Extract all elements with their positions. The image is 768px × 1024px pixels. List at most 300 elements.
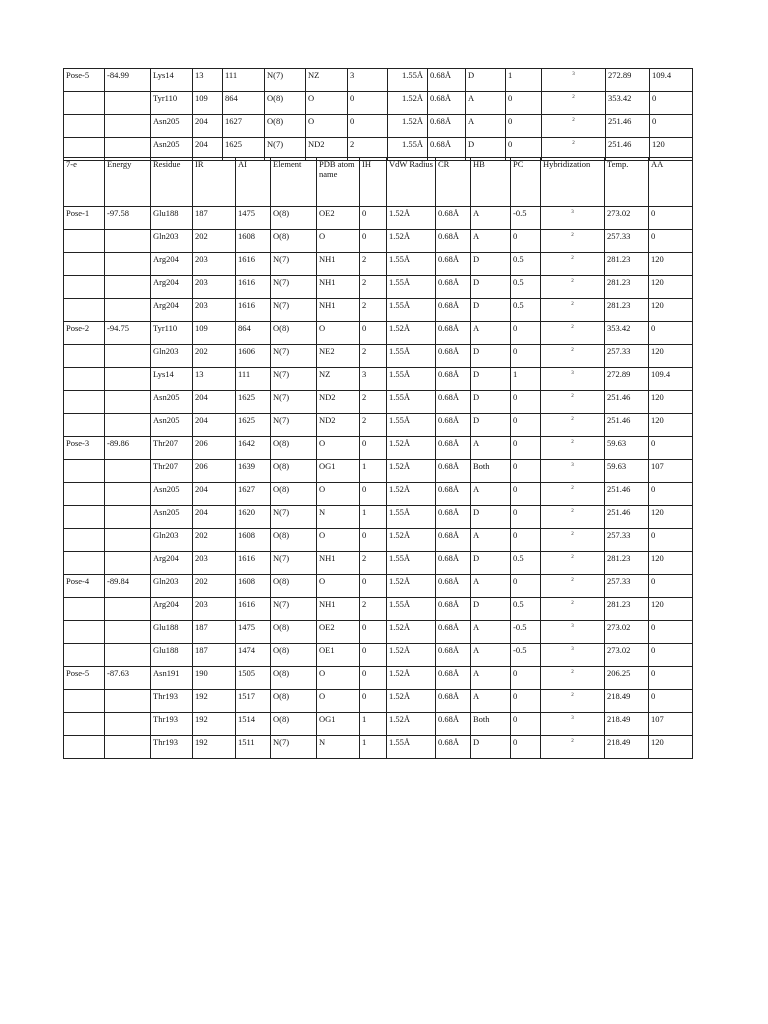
table-cell: 0: [511, 483, 541, 506]
table-cell: Asn205: [151, 414, 193, 437]
table-cell: 1.52Å: [387, 207, 436, 230]
table-cell: O(8): [271, 460, 317, 483]
table-cell: 3: [542, 69, 606, 92]
table-cell: N(7): [271, 506, 317, 529]
table-cell: 1.55Å: [388, 138, 428, 161]
table-cell: 272.89: [605, 368, 649, 391]
table-cell: 2: [541, 276, 605, 299]
table-cell: 0.68Å: [436, 529, 471, 552]
table-cell: 1475: [236, 621, 271, 644]
table-cell: [105, 391, 151, 414]
table-cell: 257.33: [605, 529, 649, 552]
table-cell: 2: [541, 345, 605, 368]
table-cell: NH1: [317, 253, 360, 276]
table-cell: 0.68Å: [436, 345, 471, 368]
table-cell: 0.68Å: [428, 69, 466, 92]
table-cell: [64, 391, 105, 414]
table-cell: [64, 690, 105, 713]
table-cell: [64, 92, 105, 115]
table-cell: PDB atom name: [317, 158, 360, 207]
table-cell: ND2: [306, 138, 348, 161]
table-cell: 1606: [236, 345, 271, 368]
table-cell: Thr193: [151, 736, 193, 759]
table-cell: 0.68Å: [436, 322, 471, 345]
table-cell: 1.55Å: [387, 276, 436, 299]
table-cell: 0: [649, 529, 693, 552]
table-cell: D: [471, 552, 511, 575]
table-cell: Pose-2: [64, 322, 105, 345]
table-cell: 120: [649, 506, 693, 529]
table-cell: 109.4: [649, 368, 693, 391]
table-cell: 2: [541, 483, 605, 506]
table-cell: 109: [193, 92, 223, 115]
table-cell: 1608: [236, 230, 271, 253]
table-cell: 2: [541, 299, 605, 322]
table-cell: 204: [193, 506, 236, 529]
table-cell: [105, 483, 151, 506]
table-cell: A: [471, 690, 511, 713]
table-cell: 281.23: [605, 552, 649, 575]
table-cell: 0.68Å: [436, 621, 471, 644]
table-cell: 203: [193, 598, 236, 621]
table-cell: 192: [193, 690, 236, 713]
table-cell: 281.23: [605, 598, 649, 621]
table-cell: 1.52Å: [387, 713, 436, 736]
table-cell: 1616: [236, 253, 271, 276]
table-cell: OG1: [317, 713, 360, 736]
table-cell: NZ: [306, 69, 348, 92]
table-cell: 203: [193, 299, 236, 322]
table-cell: [105, 644, 151, 667]
table-row: [64, 414, 693, 437]
table-cell: D: [471, 391, 511, 414]
table-cell: Asn205: [151, 483, 193, 506]
table-cell: A: [471, 621, 511, 644]
table-cell: 2: [541, 506, 605, 529]
table-cell: 1616: [236, 598, 271, 621]
table-cell: 1.52Å: [387, 230, 436, 253]
table-cell: 2: [360, 276, 387, 299]
table-cell: 0: [360, 437, 387, 460]
table-cell: 109.4: [650, 69, 693, 92]
table-cell: Tyr110: [151, 322, 193, 345]
table-cell: [64, 621, 105, 644]
table-cell: 2: [542, 138, 606, 161]
table-cell: 1.55Å: [387, 345, 436, 368]
table-cell: N(7): [271, 391, 317, 414]
table-cell: A: [466, 115, 506, 138]
table-cell: 0: [649, 207, 693, 230]
table-cell: D: [471, 253, 511, 276]
table-cell: 0: [360, 322, 387, 345]
table-cell: A: [471, 437, 511, 460]
table-cell: 1.55Å: [387, 736, 436, 759]
table-cell: 2: [541, 437, 605, 460]
table-cell: 1642: [236, 437, 271, 460]
table-cell: 0: [360, 690, 387, 713]
table-cell: N(7): [271, 598, 317, 621]
table-cell: 2: [541, 322, 605, 345]
table-cell: Glu188: [151, 621, 193, 644]
table-row: [64, 345, 693, 368]
table-cell: 7-e: [64, 158, 105, 207]
table-cell: 111: [236, 368, 271, 391]
table-row: [64, 92, 693, 115]
table-cell: 0: [506, 115, 542, 138]
table-cell: 0: [511, 460, 541, 483]
table-cell: 0: [649, 230, 693, 253]
table-cell: 2: [348, 138, 388, 161]
table-cell: 251.46: [605, 483, 649, 506]
table-cell: 187: [193, 207, 236, 230]
table-row: [64, 667, 693, 690]
table-cell: Asn205: [151, 391, 193, 414]
table-cell: [64, 230, 105, 253]
table-cell: 0: [360, 644, 387, 667]
table-cell: D: [466, 69, 506, 92]
table-cell: Gln203: [151, 345, 193, 368]
table-cell: 3: [541, 368, 605, 391]
table-cell: [64, 552, 105, 575]
table-cell: D: [471, 276, 511, 299]
table-cell: O: [317, 690, 360, 713]
table-cell: Pose-5: [64, 667, 105, 690]
table-cell: [64, 713, 105, 736]
table-cell: [105, 690, 151, 713]
table-cell: 13: [193, 69, 223, 92]
table-cell: Lys14: [151, 69, 193, 92]
table-cell: HB: [471, 158, 511, 207]
table-cell: [105, 115, 151, 138]
table-cell: [105, 736, 151, 759]
table-cell: 3: [541, 207, 605, 230]
table-cell: Asn191: [151, 667, 193, 690]
table-cell: A: [471, 230, 511, 253]
table-row: [64, 230, 693, 253]
table-cell: 2: [542, 92, 606, 115]
table-cell: PC: [511, 158, 541, 207]
table-cell: 0.68Å: [436, 368, 471, 391]
table-cell: [64, 276, 105, 299]
table-cell: 0.68Å: [436, 598, 471, 621]
table-row: [64, 460, 693, 483]
table-row: [64, 529, 693, 552]
table-row: [64, 299, 693, 322]
table-cell: Element: [271, 158, 317, 207]
table-cell: 353.42: [606, 92, 650, 115]
table-cell: Thr207: [151, 437, 193, 460]
table-cell: 281.23: [605, 276, 649, 299]
table-cell: 0.5: [511, 253, 541, 276]
table-cell: 120: [649, 736, 693, 759]
table-cell: D: [471, 345, 511, 368]
table-cell: Hybridization: [541, 158, 605, 207]
table-cell: 206: [193, 437, 236, 460]
table-cell: 0.68Å: [436, 552, 471, 575]
table-cell: 1.55Å: [388, 69, 428, 92]
table-cell: Gln203: [151, 230, 193, 253]
table-cell: [105, 460, 151, 483]
table-cell: 13: [193, 368, 236, 391]
table-cell: [105, 713, 151, 736]
table-cell: [105, 368, 151, 391]
table-cell: Pose-1: [64, 207, 105, 230]
table-cell: D: [471, 736, 511, 759]
table-cell: A: [471, 644, 511, 667]
table-cell: A: [471, 207, 511, 230]
table-cell: 1616: [236, 299, 271, 322]
table-cell: [64, 460, 105, 483]
table-cell: 0: [511, 506, 541, 529]
table-cell: 204: [193, 138, 223, 161]
table-cell: Pose-3: [64, 437, 105, 460]
table-cell: 120: [649, 299, 693, 322]
table-cell: OG1: [317, 460, 360, 483]
table-cell: 1.52Å: [388, 115, 428, 138]
table-cell: A: [471, 529, 511, 552]
table-cell: 120: [649, 276, 693, 299]
table-cell: 1627: [236, 483, 271, 506]
table-cell: [64, 483, 105, 506]
table-cell: 0.68Å: [436, 736, 471, 759]
table-cell: -84.99: [105, 69, 151, 92]
table-cell: 3: [541, 713, 605, 736]
table-cell: -0.5: [511, 207, 541, 230]
table-cell: 0: [511, 322, 541, 345]
table-cell: Arg204: [151, 276, 193, 299]
table-cell: 251.46: [605, 506, 649, 529]
table-cell: IH: [360, 158, 387, 207]
table-cell: 0.68Å: [436, 230, 471, 253]
table-cell: 1.52Å: [387, 460, 436, 483]
table-cell: 0.68Å: [436, 437, 471, 460]
table-row: [64, 322, 693, 345]
table-cell: 1.55Å: [387, 299, 436, 322]
table-cell: 3: [360, 368, 387, 391]
table-cell: 202: [193, 345, 236, 368]
table-cell: 120: [650, 138, 693, 161]
table-cell: 1: [360, 506, 387, 529]
table-cell: N: [317, 736, 360, 759]
table-cell: -89.86: [105, 437, 151, 460]
table-cell: N(7): [265, 138, 306, 161]
table-cell: 1474: [236, 644, 271, 667]
table-cell: 1.55Å: [387, 414, 436, 437]
table-cell: 281.23: [605, 253, 649, 276]
table-cell: [105, 529, 151, 552]
table-cell: -0.5: [511, 644, 541, 667]
table-cell: ND2: [317, 391, 360, 414]
table-cell: 2: [541, 736, 605, 759]
table-cell: [64, 368, 105, 391]
table-cell: A: [471, 575, 511, 598]
table-cell: 0.68Å: [436, 276, 471, 299]
table-cell: A: [466, 92, 506, 115]
table-cell: -87.63: [105, 667, 151, 690]
table-cell: 1639: [236, 460, 271, 483]
table-cell: O: [306, 115, 348, 138]
table-cell: 1: [360, 460, 387, 483]
table-cell: 1.52Å: [387, 690, 436, 713]
table-cell: O(8): [271, 207, 317, 230]
table-cell: 251.46: [606, 115, 650, 138]
table-cell: 0.68Å: [436, 299, 471, 322]
table-cell: 202: [193, 575, 236, 598]
table-cell: O: [306, 92, 348, 115]
table-cell: Glu188: [151, 644, 193, 667]
table-cell: 1: [360, 713, 387, 736]
table-cell: 0: [650, 115, 693, 138]
table-cell: O: [317, 483, 360, 506]
table-cell: [105, 299, 151, 322]
table-row: [64, 713, 693, 736]
table-cell: 0: [511, 345, 541, 368]
table-cell: 192: [193, 713, 236, 736]
table-cell: AA: [649, 158, 693, 207]
table-cell: 120: [649, 345, 693, 368]
table-cell: [64, 644, 105, 667]
table-cell: 3: [541, 460, 605, 483]
table-cell: 107: [649, 713, 693, 736]
table-cell: 190: [193, 667, 236, 690]
table-cell: 0: [348, 92, 388, 115]
table-cell: 0: [649, 667, 693, 690]
table-cell: 202: [193, 529, 236, 552]
table-cell: Pose-5: [64, 69, 105, 92]
table-cell: 1.52Å: [387, 437, 436, 460]
table-cell: Gln203: [151, 575, 193, 598]
table-cell: 2: [360, 391, 387, 414]
table-cell: 0.5: [511, 299, 541, 322]
table-cell: 0: [650, 92, 693, 115]
table-cell: 273.02: [605, 207, 649, 230]
table-cell: 120: [649, 391, 693, 414]
table-row: [64, 644, 693, 667]
table-cell: 1.55Å: [387, 391, 436, 414]
table-row: [64, 598, 693, 621]
table-cell: 0: [649, 644, 693, 667]
table-cell: 59.63: [605, 460, 649, 483]
table-cell: 2: [541, 529, 605, 552]
table-cell: 2: [360, 299, 387, 322]
table-cell: 864: [223, 92, 265, 115]
table-cell: 3: [348, 69, 388, 92]
table-cell: [105, 253, 151, 276]
table-cell: 0.68Å: [436, 644, 471, 667]
table-cell: N(7): [265, 69, 306, 92]
table-cell: A: [471, 483, 511, 506]
table-cell: 1625: [236, 414, 271, 437]
table-cell: 2: [360, 552, 387, 575]
table-cell: Asn205: [151, 115, 193, 138]
table-cell: 1616: [236, 552, 271, 575]
table-cell: [64, 736, 105, 759]
table-cell: 0.68Å: [436, 575, 471, 598]
table-cell: 204: [193, 414, 236, 437]
table-cell: 206.25: [605, 667, 649, 690]
table-cell: 2: [541, 391, 605, 414]
table-cell: 0: [348, 115, 388, 138]
table-cell: Thr193: [151, 713, 193, 736]
table-cell: N(7): [271, 299, 317, 322]
table-cell: 1.52Å: [388, 92, 428, 115]
table-row: [64, 621, 693, 644]
table-cell: OE2: [317, 621, 360, 644]
table-cell: D: [471, 414, 511, 437]
table-cell: 1.52Å: [387, 529, 436, 552]
table-cell: 2: [541, 253, 605, 276]
table-cell: -0.5: [511, 621, 541, 644]
table-cell: 0: [511, 667, 541, 690]
table-cell: 273.02: [605, 621, 649, 644]
table-cell: [105, 598, 151, 621]
table-cell: 0: [511, 575, 541, 598]
table-cell: 251.46: [605, 414, 649, 437]
table-cell: 2: [360, 598, 387, 621]
table-cell: 206: [193, 460, 236, 483]
table-cell: [105, 506, 151, 529]
table-cell: N(7): [271, 276, 317, 299]
table-cell: 1511: [236, 736, 271, 759]
table-cell: O(8): [271, 621, 317, 644]
table-cell: 1620: [236, 506, 271, 529]
table-cell: Asn205: [151, 506, 193, 529]
table-cell: 0.5: [511, 598, 541, 621]
table-cell: 1: [360, 736, 387, 759]
table-cell: NH1: [317, 276, 360, 299]
table-cell: 0: [511, 713, 541, 736]
table-cell: 1.52Å: [387, 621, 436, 644]
table-cell: 2: [541, 230, 605, 253]
table-cell: 192: [193, 736, 236, 759]
table-cell: 0.68Å: [436, 253, 471, 276]
top-table-body: [64, 69, 693, 161]
table-cell: Arg204: [151, 253, 193, 276]
table-cell: 0: [511, 230, 541, 253]
table-cell: [105, 345, 151, 368]
table-cell: 120: [649, 253, 693, 276]
table-row: [64, 483, 693, 506]
table-cell: 0.68Å: [436, 713, 471, 736]
table-cell: 59.63: [605, 437, 649, 460]
table-cell: 0: [649, 621, 693, 644]
table-row: [64, 575, 693, 598]
table-cell: [64, 345, 105, 368]
table-cell: 1.55Å: [387, 368, 436, 391]
table-cell: 0: [511, 736, 541, 759]
table-cell: [64, 506, 105, 529]
table-cell: 1616: [236, 276, 271, 299]
table-cell: [64, 253, 105, 276]
table-cell: 251.46: [606, 138, 650, 161]
table-cell: NH1: [317, 552, 360, 575]
table-cell: 203: [193, 253, 236, 276]
table-cell: 0: [506, 92, 542, 115]
table-cell: 2: [541, 552, 605, 575]
table-row: [64, 736, 693, 759]
table-cell: O: [317, 437, 360, 460]
table-cell: [64, 529, 105, 552]
table-cell: Both: [471, 460, 511, 483]
table-cell: 0: [360, 483, 387, 506]
table-cell: O(8): [271, 667, 317, 690]
table-cell: D: [471, 299, 511, 322]
table-cell: 2: [360, 414, 387, 437]
table-cell: 2: [541, 598, 605, 621]
table-cell: 1517: [236, 690, 271, 713]
table-row: [64, 506, 693, 529]
table-cell: 2: [360, 253, 387, 276]
